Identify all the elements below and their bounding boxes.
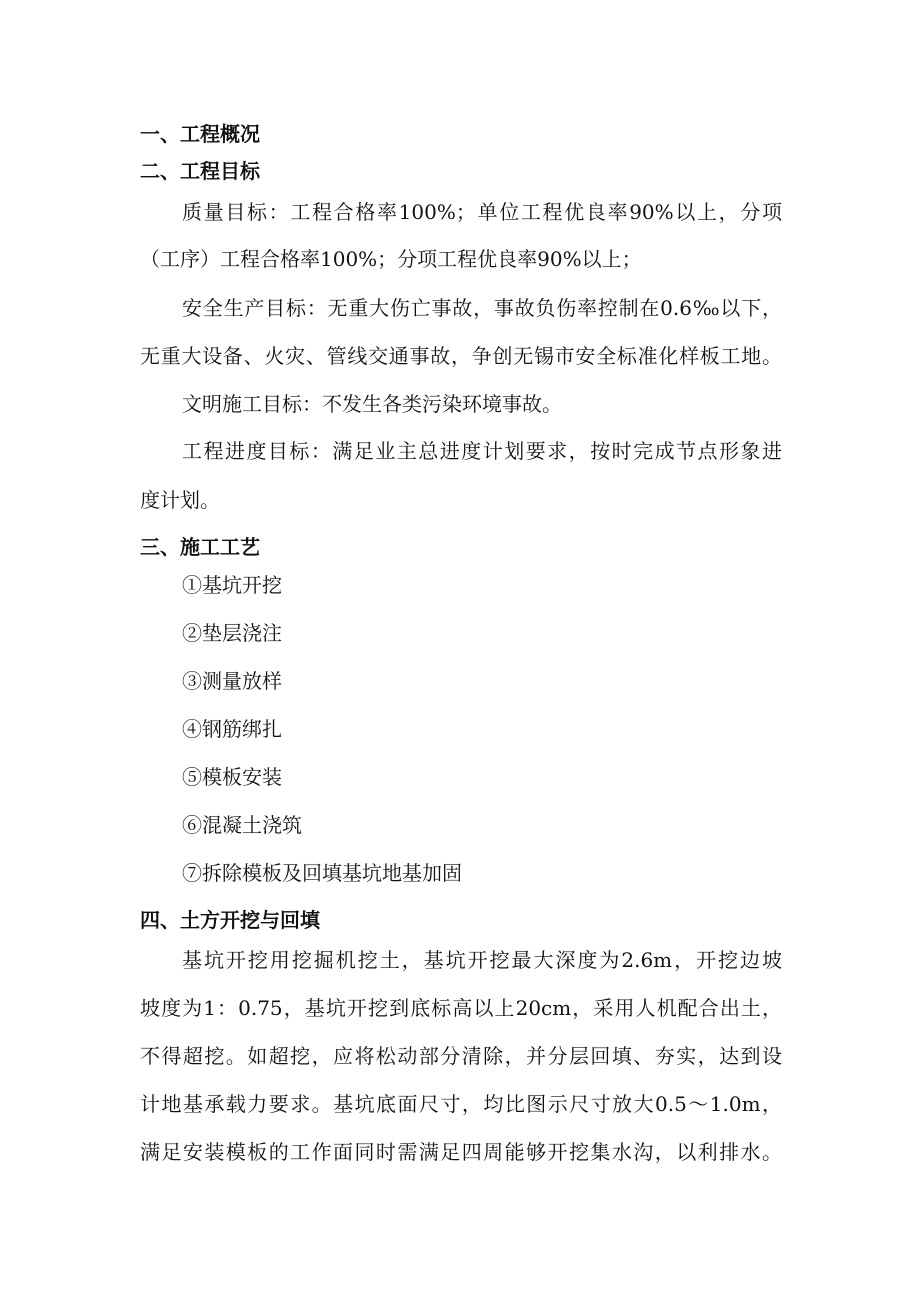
process-step-1: ①基坑开挖 <box>182 573 282 597</box>
quality-goal-line-2: （工序）工程合格率100%；分项工程优良率90%以上； <box>140 247 642 271</box>
process-step-4: ④钢筋绑扎 <box>182 717 282 741</box>
earthwork-line-3: 不得超挖。如超挖，应将松动部分清除，并分层回填、夯实，达到设 <box>140 1044 782 1068</box>
process-step-5: ⑤模板安装 <box>182 765 282 789</box>
safety-goal-line-1: 安全生产目标：无重大伤亡事故，事故负伤率控制在0.6‰以下， <box>182 296 782 320</box>
earthwork-line-4: 计地基承载力要求。基坑底面尺寸，均比图示尺寸放大0.5～1.0m， <box>140 1092 782 1116</box>
quality-goal-line-1: 质量目标：工程合格率100%；单位工程优良率90%以上，分项 <box>182 200 782 224</box>
process-step-2: ②垫层浇注 <box>182 621 282 645</box>
safety-goal-line-2: 无重大设备、火灾、管线交通事故，争创无锡市安全标准化样板工地。 <box>140 344 782 368</box>
earthwork-line-2: 坡度为1：0.75，基坑开挖到底标高以上20cm，采用人机配合出土， <box>140 996 782 1020</box>
section-heading-goals: 二、工程目标 <box>140 159 260 183</box>
section-heading-earthwork: 四、土方开挖与回填 <box>140 908 320 932</box>
process-step-7: ⑦拆除模板及回填基坑地基加固 <box>182 861 462 885</box>
process-step-3: ③测量放样 <box>182 669 282 693</box>
section-heading-overview: 一、工程概况 <box>140 122 260 146</box>
progress-goal-line-2: 度计划。 <box>140 488 220 512</box>
progress-goal-line-1: 工程进度目标：满足业主总进度计划要求，按时完成节点形象进 <box>182 439 782 463</box>
section-heading-process: 三、施工工艺 <box>140 535 260 559</box>
process-step-6: ⑥混凝土浇筑 <box>182 813 302 837</box>
earthwork-line-5: 满足安装模板的工作面同时需满足四周能够开挖集水沟，以利排水。 <box>140 1140 782 1164</box>
earthwork-line-1: 基坑开挖用挖掘机挖土，基坑开挖最大深度为2.6m，开挖边坡 <box>182 948 782 972</box>
civil-construction-goal: 文明施工目标：不发生各类污染环境事故。 <box>182 392 562 416</box>
